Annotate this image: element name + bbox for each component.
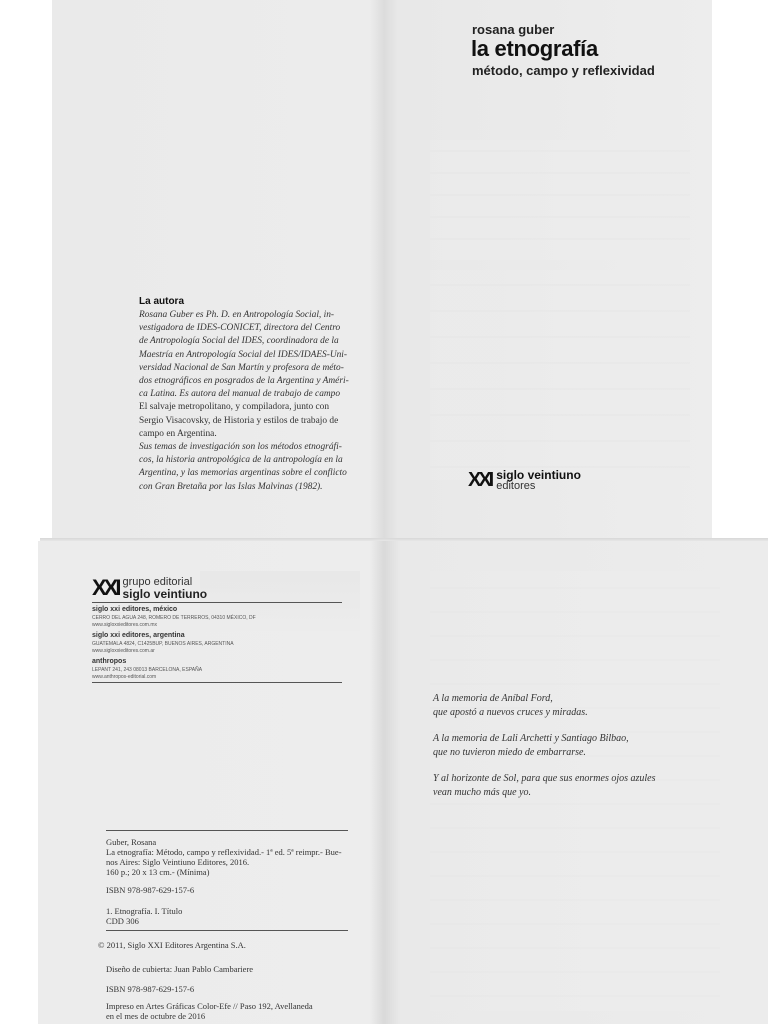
group-line1: grupo editorial [122,576,193,588]
dedication-line: vean mucho más que yo. [433,787,532,798]
about-author-line: Sergio Visacovsky, de Historia y estilos de trabajo de [139,415,339,426]
about-author-line: ca Latina. Es autora del manual de trabajo de campo [139,389,341,400]
bleed-through-text [260,24,263,34]
office-web: www.sigloxxieditores.com.ar [92,648,155,654]
dedication-line: Y al horizonte de Sol, para que sus enormes ojos azules [433,773,656,784]
divider [92,602,342,603]
about-author-paragraph [139,309,357,494]
catalog-line: Guber, Rosana [106,837,157,847]
book-author: rosana guber [472,22,555,37]
book-title: la etnografía [471,36,598,61]
divider [106,930,348,931]
group-line2: siglo veintiuno [122,587,208,601]
publisher-sub: editores [496,479,536,492]
office-name: siglo xxi editores, méxico [92,606,178,613]
copyright-line: © 2011, Siglo XXI Editores Argentina S.A. [98,940,246,950]
bleed-through-title [200,571,360,631]
catalog-line: CDD 306 [106,916,139,926]
group-logo [92,575,207,601]
office-address: CERRO DEL AGUA 248, ROMERO DE TERREROS, 04310 MÉXICO, DF [92,615,256,621]
dedication-line: que apostó a nuevos cruces y miradas. [433,707,588,718]
office-web: www.anthropos-editorial.com [92,674,157,680]
siglo-xxi-logo-mark: XXI [468,469,492,491]
about-author-line: cos, la historia antropológica de la antropología en la [139,455,343,466]
catalog-line: La etnografía: Método, campo y reflexividad.- 1ª ed. 5ª reimpr.- Bue- [106,847,342,857]
about-author-heading: La autora [139,296,185,307]
about-author-line: El salvaje metropolitano, y compiladora, junto con [139,402,330,413]
office-address: GUATEMALA 4824, C1425BUP, BUENOS AIRES, ARGENTINA [92,641,234,647]
publisher-name: siglo veintiuno [496,467,581,482]
catalog-line: nos Aires: Siglo Veintiuno Editores, 2016. [106,857,250,867]
cover-design-line: Diseño de cubierta: Juan Pablo Cambariere [106,964,254,974]
dedication-line: A la memoria de Aníbal Ford, [433,693,553,704]
publisher-logo [468,469,581,492]
about-author-line: vestigadora de IDES-CONICET, directora del Centro [139,323,341,334]
dedication-line: que no tuvieron miedo de embarrarse. [433,747,586,758]
print-line: Impreso en Artes Gráficas Color-Efe // Paso 192, Avellaneda [106,1001,313,1011]
catalog-line: 160 p.; 20 x 13 cm.- (Mínima) [106,867,210,877]
office-name: siglo xxi editores, argentina [92,632,185,639]
print-line: en el mes de octubre de 2016 [106,1011,206,1021]
siglo-xxi-logo-mark: XXI [92,575,119,600]
about-author-line: dos etnográficos en posgrados de la Argentina y Améri- [139,376,349,387]
catalog-line: ISBN 978-987-629-157-6 [106,885,195,895]
office-web: www.sigloxxieditores.com.mx [92,622,158,628]
isbn-line: ISBN 978-987-629-157-6 [106,984,195,994]
dedication-line: A la memoria de Lali Archetti y Santiago Bilbao, [433,733,629,744]
office-name: anthropos [92,658,127,665]
office-address: LEPANT 241, 243 08013 BARCELONA, ESPAÑA [92,667,203,673]
book-subtitle: método, campo y reflexividad [472,63,655,78]
about-author-line: Argentina, y las memorias argentinas sobre el conflicto [139,468,347,479]
divider [92,682,342,683]
bleed-through-lines [430,270,690,480]
about-author-line: Maestría en Antropología Social del IDES/IDAES-Uni- [139,349,348,360]
divider [106,830,348,831]
bleed-through-lines [430,140,690,260]
about-author-line: versidad Nacional de San Martín y profesora de méto- [139,362,344,373]
about-author-line: campo en Argentina. [139,428,217,439]
about-author-line: con Gran Bretaña por las Islas Malvinas (1982). [139,481,323,492]
about-author-line: Sus temas de investigación son los métodos etnográfi- [139,442,342,453]
about-author-line: Rosana Guber es Ph. D. en Antropología Social, in- [139,310,335,320]
catalog-line: 1. Etnografía. I. Título [106,906,183,916]
about-author-line: de Antropología Social del IDES, coordinadora de la [139,336,339,347]
